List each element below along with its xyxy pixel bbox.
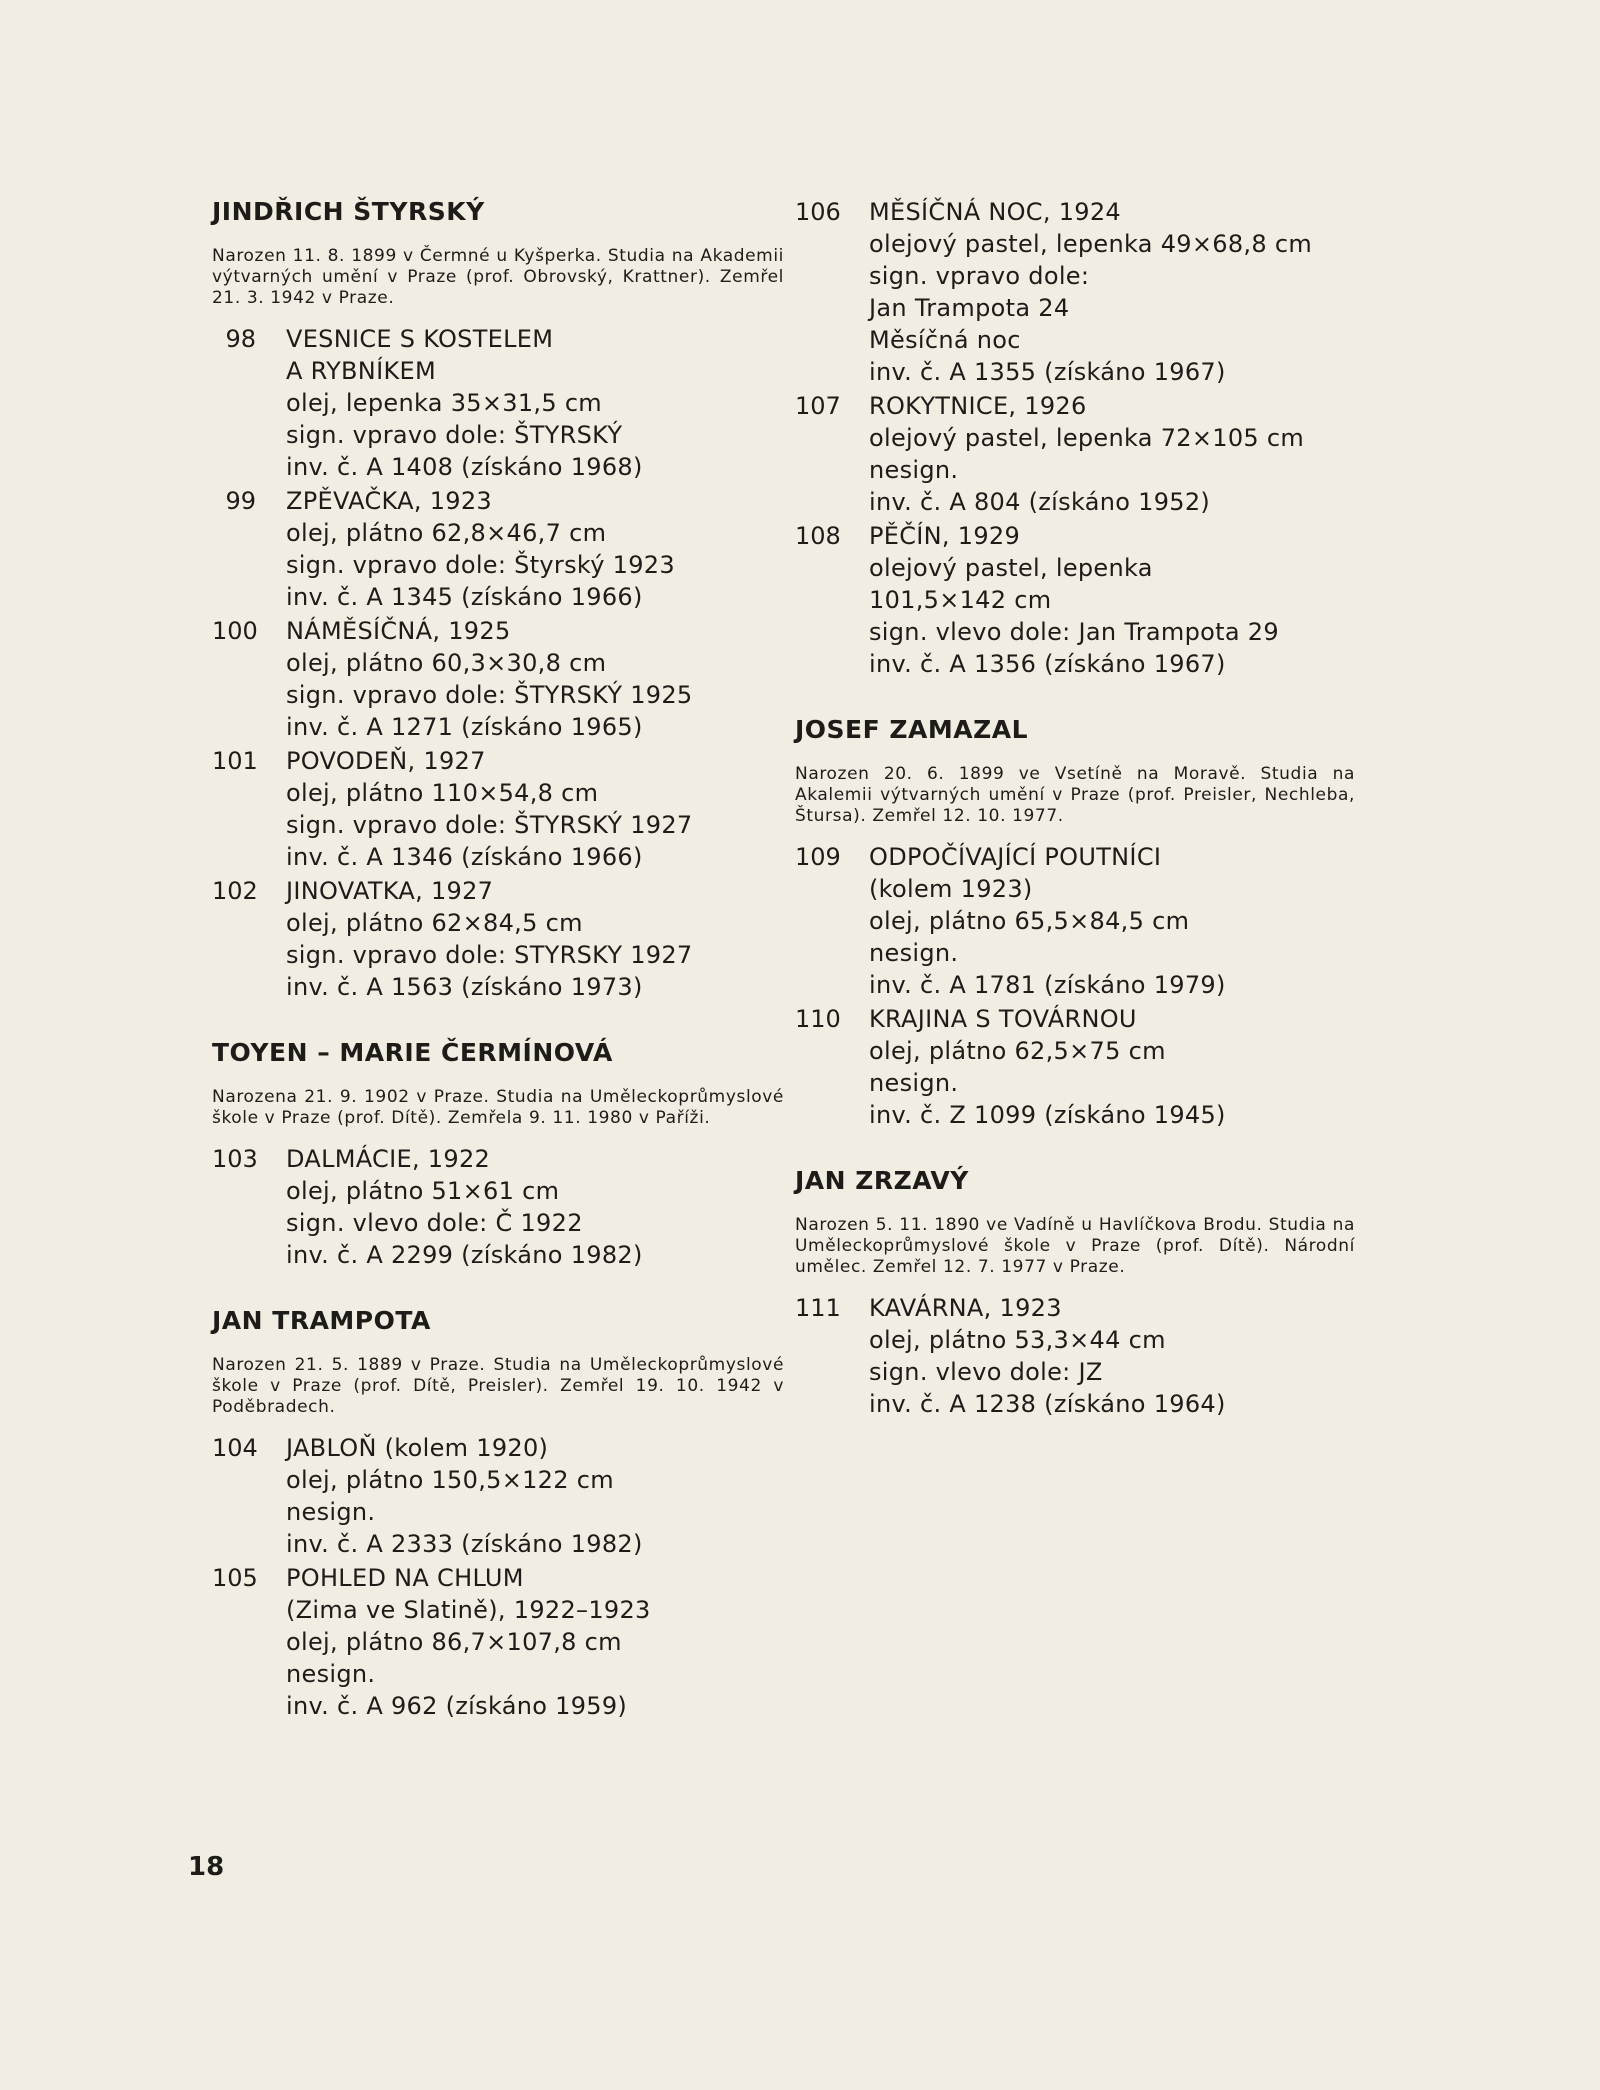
artwork-detail-line: inv. č. A 1271 (získáno 1965) xyxy=(286,713,643,741)
artist-section xyxy=(212,1305,784,1722)
page-number: 18 xyxy=(188,1852,225,1882)
artwork-detail-line: inv. č. A 2333 (získáno 1982) xyxy=(286,1530,643,1558)
catalogue-entry xyxy=(212,485,784,613)
artwork-title: POHLED NA CHLUM xyxy=(286,1564,524,1592)
catalogue-entry xyxy=(795,1292,1355,1420)
catalogue-entry-list xyxy=(795,196,1355,680)
artwork-detail-line: olejový pastel, lepenka 72×105 cm xyxy=(869,424,1305,452)
artwork-title: ROKYTNICE, 1926 xyxy=(869,392,1087,420)
artwork-detail-line: sign. vpravo dole: ŠTYRSKÝ xyxy=(286,421,623,449)
entry-details xyxy=(869,1003,1355,1131)
artwork-detail-line: nesign. xyxy=(869,1069,959,1097)
entry-details xyxy=(286,323,784,483)
catalogue-entry-list xyxy=(212,1432,784,1722)
artwork-detail-line: inv. č. A 962 (získáno 1959) xyxy=(286,1692,628,1720)
entry-details xyxy=(286,615,784,743)
artwork-detail-line: nesign. xyxy=(869,939,959,967)
artwork-detail-line: 101,5×142 cm xyxy=(869,586,1052,614)
artwork-detail-line: Jan Trampota 24 xyxy=(869,294,1070,322)
artwork-title: POVODEŇ, 1927 xyxy=(286,747,486,775)
artwork-title: VESNICE S KOSTELEM xyxy=(286,325,554,353)
entry-number: 99 xyxy=(225,487,256,515)
artwork-detail-line: olej, plátno 150,5×122 cm xyxy=(286,1466,614,1494)
artwork-title: KRAJINA S TOVÁRNOU xyxy=(869,1005,1137,1033)
catalogue-entry-list xyxy=(795,841,1355,1131)
entry-details xyxy=(286,745,784,873)
artwork-detail-line: inv. č. A 1345 (získáno 1966) xyxy=(286,583,643,611)
artwork-detail-line: inv. č. A 1408 (získáno 1968) xyxy=(286,453,643,481)
artist-biography: Narozen 20. 6. 1899 ve Vsetíně na Moravě. Studia na Akalemii výtvarných umění v Praze (prof. Preisler, Nechleba, Štursa). Zemřel 12. 10. 1977. xyxy=(795,764,1355,826)
artwork-detail-line: olej, plátno 86,7×107,8 cm xyxy=(286,1628,622,1656)
entry-details xyxy=(869,196,1355,388)
entry-details xyxy=(286,1143,784,1271)
artwork-title: ZPĚVAČKA, 1923 xyxy=(286,487,492,515)
artwork-detail-line: sign. vpravo dole: ŠTYRSKÝ 1925 xyxy=(286,681,693,709)
artwork-detail-line: olej, plátno 51×61 cm xyxy=(286,1177,560,1205)
entry-details xyxy=(869,1292,1355,1420)
section-spacer xyxy=(795,682,1355,714)
artist-biography: Narozen 21. 5. 1889 v Praze. Studia na Uměleckoprůmyslové škole v Praze (prof. Dítě, Preisler). Zemřel 19. 10. 1942 v Poděbradech. xyxy=(212,1355,784,1417)
artist-biography: Narozen 11. 8. 1899 v Čermné u Kyšperka. Studia na Akademii výtvarných umění v Praze (prof. Obrovský, Krattner). Zemřel 21. 3. 1942 v Praze. xyxy=(212,246,784,308)
artwork-detail-line: olej, plátno 53,3×44 cm xyxy=(869,1326,1166,1354)
entry-number: 100 xyxy=(212,617,258,645)
artwork-title: NÁMĚSÍČNÁ, 1925 xyxy=(286,617,511,645)
entry-number: 107 xyxy=(795,392,841,420)
entry-details xyxy=(869,520,1355,680)
catalogue-entry xyxy=(795,520,1355,680)
artwork-title: KAVÁRNA, 1923 xyxy=(869,1294,1062,1322)
entry-number: 111 xyxy=(795,1294,841,1322)
entry-number: 106 xyxy=(795,198,841,226)
entry-number: 98 xyxy=(225,325,256,353)
entry-number: 101 xyxy=(212,747,258,775)
entry-number: 104 xyxy=(212,1434,258,1462)
entry-number: 110 xyxy=(795,1005,841,1033)
artwork-detail-line: sign. vpravo dole: ŠTYRSKÝ 1927 xyxy=(286,811,693,839)
artist-name: JOSEF ZAMAZAL xyxy=(795,715,1029,744)
continued-entries xyxy=(795,196,1355,680)
artist-section xyxy=(212,1037,784,1271)
artwork-detail-line: olej, plátno 110×54,8 cm xyxy=(286,779,599,807)
artwork-detail-line: sign. vlevo dole: JZ xyxy=(869,1358,1103,1386)
artwork-detail-line: olej, plátno 62×84,5 cm xyxy=(286,909,583,937)
entry-details xyxy=(286,1562,784,1722)
section-spacer xyxy=(212,1273,784,1305)
entry-number: 105 xyxy=(212,1564,258,1592)
left-column xyxy=(212,196,784,1724)
entry-number: 108 xyxy=(795,522,841,550)
artwork-detail-line: olej, lepenka 35×31,5 cm xyxy=(286,389,602,417)
artwork-detail-line: inv. č. A 1563 (získáno 1973) xyxy=(286,973,643,1001)
artist-section xyxy=(212,196,784,1003)
catalogue-entry xyxy=(212,1562,784,1722)
artwork-detail-line: inv. č. A 1781 (získáno 1979) xyxy=(869,971,1226,999)
artist-name: JINDŘICH ŠTYRSKÝ xyxy=(212,197,485,226)
catalogue-entry xyxy=(795,390,1355,518)
artwork-detail-line: olejový pastel, lepenka 49×68,8 cm xyxy=(869,230,1312,258)
catalogue-entry xyxy=(212,1432,784,1560)
artist-section xyxy=(795,1165,1355,1420)
artwork-detail-line: nesign. xyxy=(869,456,959,484)
artwork-title: MĚSÍČNÁ NOC, 1924 xyxy=(869,198,1121,226)
artwork-detail-line: sign. vpravo dole: Štyrský 1923 xyxy=(286,551,675,579)
artist-name: JAN TRAMPOTA xyxy=(212,1306,431,1335)
artwork-detail-line: sign. vlevo dole: Č 1922 xyxy=(286,1209,583,1237)
catalogue-entry xyxy=(212,875,784,1003)
artwork-detail-line: olej, plátno 62,5×75 cm xyxy=(869,1037,1166,1065)
catalogue-entry xyxy=(795,841,1355,1001)
artwork-detail-line: sign. vpravo dole: STYRSKY 1927 xyxy=(286,941,693,969)
artwork-detail-line: sign. vlevo dole: Jan Trampota 29 xyxy=(869,618,1279,646)
artwork-detail-line: inv. č. A 1238 (získáno 1964) xyxy=(869,1390,1226,1418)
entry-details xyxy=(869,390,1355,518)
artwork-detail-line: nesign. xyxy=(286,1660,376,1688)
artwork-title: DALMÁCIE, 1922 xyxy=(286,1145,491,1173)
artwork-detail-line: sign. vpravo dole: xyxy=(869,262,1090,290)
catalogue-entry xyxy=(212,1143,784,1271)
catalogue-entry xyxy=(795,1003,1355,1131)
section-spacer xyxy=(212,1005,784,1037)
artwork-detail-line: A RYBNÍKEM xyxy=(286,357,436,385)
artwork-detail-line: olej, plátno 65,5×84,5 cm xyxy=(869,907,1190,935)
artist-biography: Narozen 5. 11. 1890 ve Vadíně u Havlíčkova Brodu. Studia na Uměleckoprůmyslové škole v Praze (prof. Dítě). Národní umělec. Zemřel 12. 7. 1977 v Praze. xyxy=(795,1215,1355,1277)
catalogue-entry xyxy=(795,196,1355,388)
artist-name: JAN ZRZAVÝ xyxy=(795,1166,969,1195)
catalogue-entry xyxy=(212,745,784,873)
artist-section xyxy=(795,714,1355,1131)
artist-name: TOYEN – MARIE ČERMÍNOVÁ xyxy=(212,1038,613,1067)
artwork-detail-line: Měsíčná noc xyxy=(869,326,1021,354)
catalogue-entry xyxy=(212,615,784,743)
entry-details xyxy=(869,841,1355,1001)
artwork-title: JABLOŇ (kolem 1920) xyxy=(286,1434,549,1462)
artwork-detail-line: inv. č. Z 1099 (získáno 1945) xyxy=(869,1101,1226,1129)
section-spacer xyxy=(795,1133,1355,1165)
artwork-detail-line: nesign. xyxy=(286,1498,376,1526)
entry-details xyxy=(286,485,784,613)
artwork-title: ODPOČÍVAJÍCÍ POUTNÍCI xyxy=(869,843,1162,871)
entry-number: 103 xyxy=(212,1145,258,1173)
entry-number: 102 xyxy=(212,877,258,905)
catalogue-entry-list xyxy=(795,1292,1355,1420)
entry-number: 109 xyxy=(795,843,841,871)
artwork-detail-line: inv. č. A 804 (získáno 1952) xyxy=(869,488,1211,516)
artwork-detail-line: inv. č. A 2299 (získáno 1982) xyxy=(286,1241,643,1269)
artwork-detail-line: inv. č. A 1346 (získáno 1966) xyxy=(286,843,643,871)
artwork-detail-line: olej, plátno 60,3×30,8 cm xyxy=(286,649,607,677)
artwork-detail-line: inv. č. A 1355 (získáno 1967) xyxy=(869,358,1226,386)
entry-details xyxy=(286,1432,784,1560)
catalogue-entry xyxy=(212,323,784,483)
artist-biography: Narozena 21. 9. 1902 v Praze. Studia na Uměleckoprůmyslové škole v Praze (prof. Dítě). Zemřela 9. 11. 1980 v Paříži. xyxy=(212,1087,784,1128)
entry-details xyxy=(286,875,784,1003)
artwork-detail-line: (Zima ve Slatině), 1922–1923 xyxy=(286,1596,651,1624)
catalogue-entry-list xyxy=(212,323,784,1003)
artwork-detail-line: olejový pastel, lepenka xyxy=(869,554,1153,582)
artwork-detail-line: olej, plátno 62,8×46,7 cm xyxy=(286,519,607,547)
artwork-detail-line: inv. č. A 1356 (získáno 1967) xyxy=(869,650,1226,678)
artwork-detail-line: (kolem 1923) xyxy=(869,875,1033,903)
artwork-title: PĚČÍN, 1929 xyxy=(869,522,1021,550)
catalogue-entry-list xyxy=(212,1143,784,1271)
artwork-title: JINOVATKA, 1927 xyxy=(286,877,494,905)
right-column xyxy=(795,196,1355,1422)
